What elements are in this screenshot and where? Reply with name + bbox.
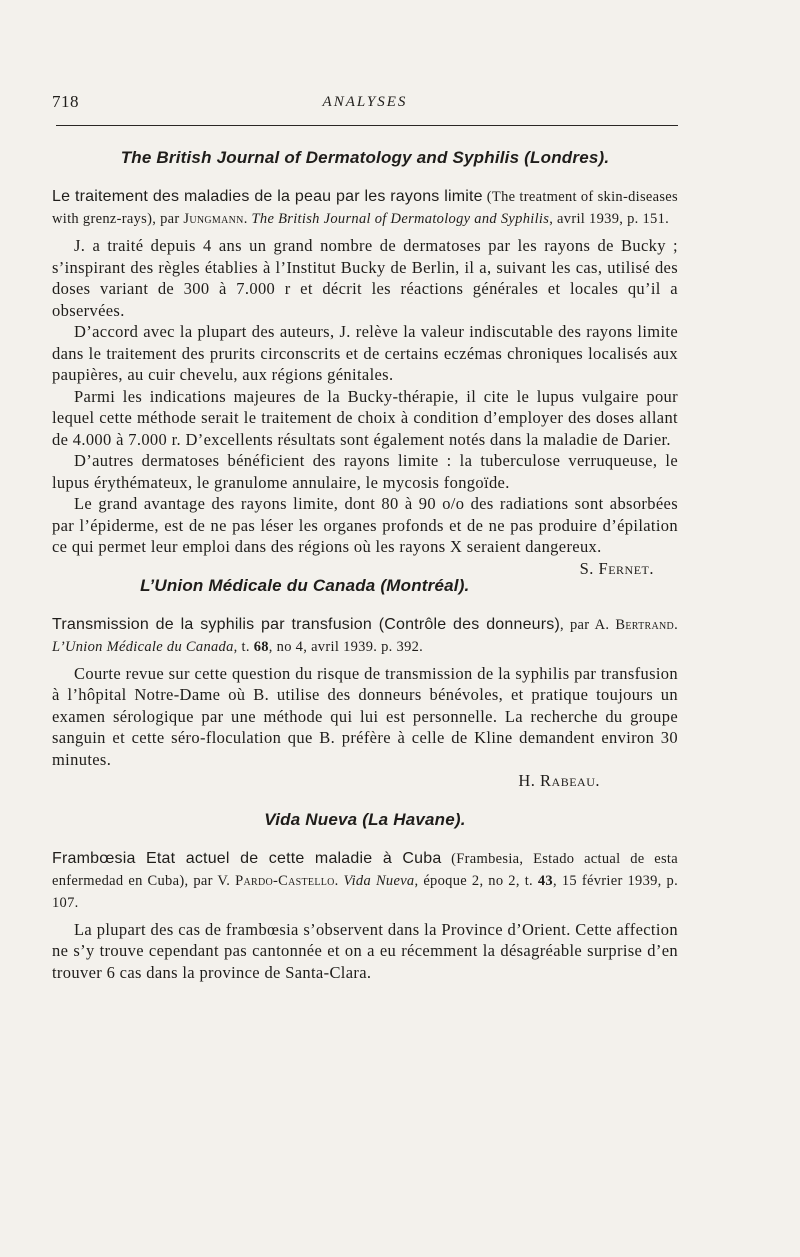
article-title: Le traitement des maladies de la peau par les rayons limite <box>52 188 483 205</box>
paragraph: Le grand avantage des rayons limite, dont 80 à 90 o/o des radiations sont absorbées par l’épiderme, est de ne pas léser les organes profonds et de ne pas produire d’épilation ce qui permet leur emploi dans des régions où les rayons X seraient dangereux. <box>52 494 678 556</box>
signature: H. Rabeau. <box>518 771 600 790</box>
citation-text: . <box>674 616 678 633</box>
paragraph: La plupart des cas de frambœsia s’observent dans la Province d’Orient. Cette affection ne s’y trouve cependant pas cantonnée et on a eu récemment la désagréable surprise d’en trouver 6 cas dans la province de Santa-Clara. <box>52 919 678 982</box>
volume-number: 43 <box>537 872 553 889</box>
article-heading <box>52 848 678 914</box>
source-journal: Vida Nueva <box>343 872 415 889</box>
paragraph: Parmi les indications majeures de la Bucky-thérapie, il cite le lupus vulgaire pour lequel cette méthode serait le traitement de choix à condition d’employer des doses allant de 4.000 à 7.000 r. D’excellents résultats sont également notés dans la maladie de Darier. <box>52 386 678 449</box>
journal-section-2 <box>52 576 678 792</box>
source-journal: L’Union Médicale du Canada <box>52 638 234 655</box>
signature: S. Fernet. <box>579 558 654 578</box>
article-author: Jungmann <box>183 211 244 227</box>
journal-title: L’Union Médicale du Canada (Montréal). <box>140 575 470 595</box>
citation-text: , avril 1939, p. 151. <box>549 211 670 227</box>
citation-text: , 15 février 1939, p. 107. <box>52 872 678 911</box>
citation-text: . <box>334 872 344 889</box>
citation-text: (Frambesia, Estado actual de esta enfermedad en Cuba), par V. <box>52 850 678 889</box>
citation-text: , t. <box>233 638 254 655</box>
paragraph: D’autres dermatoses bénéficient des rayons limite : la tuberculose verruqueuse, le lupus érythémateux, le granulome annulaire, le mycosis fongoïde. <box>52 451 678 492</box>
citation-text: , par A. <box>560 616 616 633</box>
volume-number: 68 <box>253 638 269 655</box>
journal-title: The British Journal of Dermatology and Syphilis (Londres). <box>120 148 610 167</box>
header-rule <box>56 125 678 126</box>
paragraph: Courte revue sur cette question du risque de transmission de la syphilis par transfusion à l’hôpital Notre-Dame où B. utilise des donneurs bénévoles, et pratique toujours un examen sérologique par une méthode qui lui est personnelle. La recherche du groupe sanguin et cette séro-floculation que B. préfère à celle de Kline demandent environ 30 minutes. <box>52 663 678 769</box>
article-title: Frambœsia Etat actuel de cette maladie à Cuba <box>52 849 442 867</box>
journal-section-3 <box>52 810 678 984</box>
article-heading <box>52 186 678 230</box>
page-number: 718 <box>52 92 79 111</box>
journal-title: Vida Nueva (La Havane). <box>264 809 466 829</box>
article-author: Pardo-Castello <box>235 872 335 889</box>
article-heading <box>52 614 678 658</box>
page-content <box>52 148 678 983</box>
spacer <box>52 792 678 810</box>
citation-text: . <box>243 211 252 227</box>
paragraph: J. a traité depuis 4 ans un grand nombre de dermatoses par les rayons de Bucky ; s’inspirant des règles établies à l’Institut Bucky de Berlin, il a, suivant les cas, utilisé des doses variant de 300 à 7.000 r et décrit les réactions générales et locales qu’il a observées. <box>52 236 678 320</box>
running-title: ANALYSES <box>322 94 408 110</box>
paragraph-with-signature <box>52 493 678 578</box>
article-author: Bertrand <box>615 616 675 633</box>
citation-text: , époque 2, no 2, t. <box>414 872 538 889</box>
running-header <box>52 92 678 116</box>
article-title: Transmission de la syphilis par transfusion (Contrôle des donneurs) <box>52 615 561 633</box>
paragraph: D’accord avec la plupart des auteurs, J. relève la valeur indiscutable des rayons limite dans le traitement des prurits circonscrits et de certains eczémas chroniques localisés aux paupières, au cuir chevelu, aux régions génitales. <box>52 322 678 384</box>
citation-text: , no 4, avril 1939. p. 392. <box>268 638 424 655</box>
journal-section-1 <box>52 148 678 578</box>
source-journal: The British Journal of Dermatology and Syphilis <box>251 211 550 227</box>
citation-text: (The treatment of skin-diseases with grenz-rays), par <box>52 189 678 227</box>
